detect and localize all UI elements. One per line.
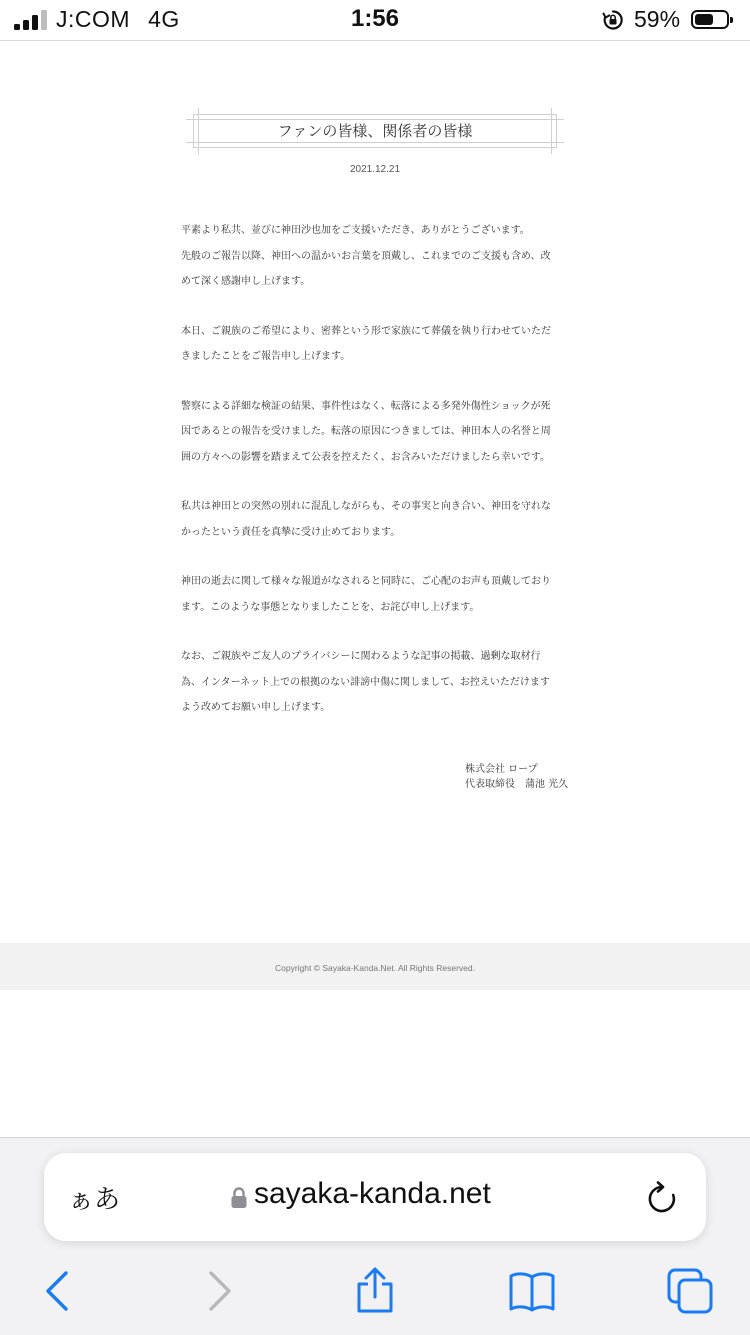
reload-icon[interactable] — [646, 1181, 678, 1215]
network-type: 4G — [148, 6, 180, 32]
address-bar[interactable] — [44, 1153, 706, 1241]
carrier-name: J:COM — [56, 6, 131, 32]
text-line: きましたことをご報告申し上げます。 — [181, 351, 351, 362]
text-line: 先般のご報告以降、神田への温かいお言葉を頂戴し、これまでのご支援も含め、改 — [181, 250, 551, 262]
page-settings-button[interactable]: ぁあ — [68, 1185, 121, 1215]
text-line: ます。このような事態となりましたことを、お詫び申し上げます。 — [181, 601, 480, 613]
clock: 1:56 — [350, 5, 400, 32]
battery-icon — [691, 10, 729, 29]
back-icon[interactable] — [33, 1267, 81, 1315]
status-bar — [0, 0, 750, 41]
signature — [465, 762, 568, 792]
company-name: 株式会社 ロープ — [465, 764, 538, 775]
paragraph — [181, 569, 576, 620]
text-line: 本日、ご親族のご希望により、密葬という形で家族にて葬儀を執り行わせていただ — [181, 325, 551, 337]
rotation-lock-icon — [602, 9, 624, 31]
paragraph — [181, 644, 576, 721]
battery-fill — [695, 14, 713, 25]
text-line: 私共は神田との突然の別れに混乱しながらも、その事実と向き合い、神田を守れな — [181, 501, 551, 512]
text-line: 因であるとの報告を受けました。転落の原因につきましては、神田本人の名誉と周 — [181, 426, 551, 437]
text-line: 警察による詳細な検証の結果、事件性はなく、転落による多発外傷性ショックが死 — [181, 400, 551, 412]
text-line: 為、インターネット上での根拠のない誹謗中傷に関しまして、お控えいただけます — [181, 676, 550, 688]
battery-percent: 59% — [634, 6, 681, 32]
text-line: かったという責任を真摯に受け止めております。 — [181, 526, 401, 538]
lock-icon — [230, 1186, 248, 1210]
browser-toolbar — [0, 1137, 750, 1335]
share-icon[interactable] — [351, 1267, 399, 1315]
site-footer — [0, 943, 750, 990]
text-line: 囲の方々への影響を踏まえて公表を控えたく、お含みいただけましたら幸いです。 — [181, 451, 550, 463]
post-date: 2021.12.21 — [349, 164, 401, 175]
paragraph — [181, 218, 576, 295]
text-line: 平素より私共、並びに神田沙也加をご支援いただき、ありがとうございます。 — [181, 225, 530, 236]
announcement-body — [181, 218, 576, 745]
url-text[interactable]: sayaka-kanda.net — [254, 1177, 491, 1210]
text-line: めて深く感謝申し上げます。 — [181, 276, 311, 287]
text-line: なお、ご親族やご友人のプライバシーに関わるような記事の掲載、過剰な取材行 — [181, 651, 541, 662]
copyright-text: Copyright © Sayaka-Kanda.Net. All Rights Reserved. — [275, 963, 475, 973]
page-title: ファンの皆様、関係者の皆様 — [277, 122, 473, 140]
paragraph — [181, 494, 576, 545]
paragraph — [181, 394, 576, 471]
forward-icon[interactable] — [196, 1267, 244, 1315]
text-line: 神田の逝去に関して様々な報道がなされると同時に、ご心配のお声も頂戴しており — [181, 576, 551, 587]
paragraph — [181, 319, 576, 370]
bookmarks-icon[interactable] — [508, 1267, 556, 1315]
tabs-icon[interactable] — [666, 1267, 714, 1315]
text-line: よう改めてお願い申し上げます。 — [181, 702, 331, 713]
representative-name: 代表取締役 蒲池 光久 — [465, 779, 569, 790]
